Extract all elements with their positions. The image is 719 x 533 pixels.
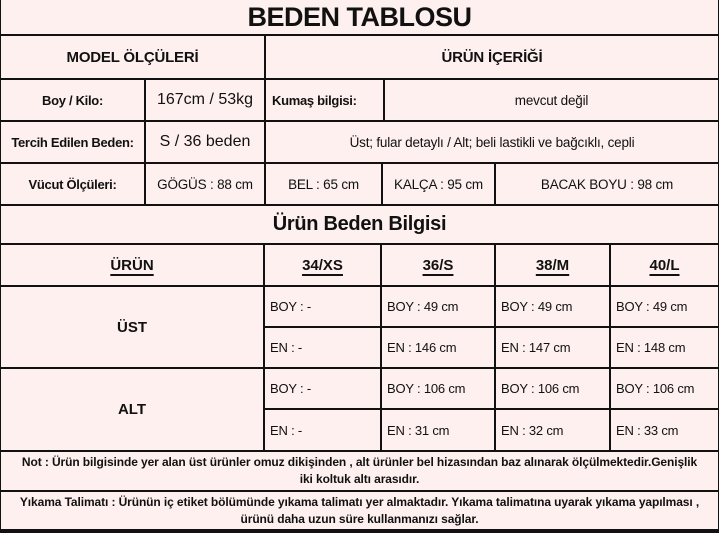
measurement-note: Not : Ürün bilgisinde yer alan üst ürünler omuz dikişinden , alt ürünler bel hizasından baz alınarak ölçülmektedir.Genişlik iki koltuk altı arasıdır. bbox=[1, 450, 718, 490]
ust-boy-36s: BOY : 49 cm bbox=[380, 287, 494, 326]
ust-en-40l: EN : 148 cm bbox=[609, 326, 718, 367]
alt-boy-36s: BOY : 106 cm bbox=[380, 367, 494, 408]
vucut-olculeri-label: Vücut Ölçüleri: bbox=[28, 176, 117, 192]
tercih-edilen-beden-row bbox=[1, 120, 718, 162]
urun-column-header: ÜRÜN bbox=[110, 256, 154, 274]
alt-en-34xs: EN : - bbox=[263, 408, 380, 450]
alt-product-label: ALT bbox=[1, 367, 263, 450]
size-34xs-header: 34/XS bbox=[263, 245, 380, 285]
model-table-header-row bbox=[1, 34, 718, 78]
urun-beden-bilgisi-title: Ürün Beden Bilgisi bbox=[1, 204, 718, 243]
urun-detay-value: Üst; fular detaylı / Alt; beli lastikli ve bağcıklı, cepli bbox=[264, 122, 718, 162]
urun-icerigi-header: ÜRÜN İÇERİĞİ bbox=[264, 36, 718, 78]
kumas-bilgisi-label: Kumaş bilgisi: bbox=[264, 80, 383, 120]
model-olculeri-header: MODEL ÖLÇÜLERİ bbox=[66, 48, 199, 66]
page-title: BEDEN TABLOSU bbox=[247, 1, 472, 32]
alt-en-36s: EN : 31 cm bbox=[380, 408, 494, 450]
ust-boy-34xs: BOY : - bbox=[263, 287, 380, 326]
alt-boy-34xs: BOY : - bbox=[263, 367, 380, 408]
size-36s-header: 36/S bbox=[380, 245, 494, 285]
size-40l-header: 40/L bbox=[609, 245, 718, 285]
alt-en-38m: EN : 32 cm bbox=[494, 408, 609, 450]
tercih-edilen-beden-label: Tercih Edilen Beden: bbox=[11, 134, 134, 150]
alt-en-40l: EN : 33 cm bbox=[609, 408, 718, 450]
alt-boy-38m: BOY : 106 cm bbox=[494, 367, 609, 408]
tercih-edilen-beden-value: S / 36 beden bbox=[144, 122, 264, 162]
ust-boy-40l: BOY : 49 cm bbox=[609, 287, 718, 326]
ust-boy-38m: BOY : 49 cm bbox=[494, 287, 609, 326]
ust-en-34xs: EN : - bbox=[263, 326, 380, 367]
ust-en-36s: EN : 146 cm bbox=[380, 326, 494, 367]
ust-en-38m: EN : 147 cm bbox=[494, 326, 609, 367]
ust-product-label: ÜST bbox=[117, 318, 147, 336]
kalca-value: KALÇA : 95 cm bbox=[381, 164, 494, 204]
bacak-boyu-value: BACAK BOYU : 98 cm bbox=[494, 164, 718, 204]
boy-kilo-value: 167cm / 53kg bbox=[144, 80, 264, 120]
boy-kilo-row bbox=[1, 78, 718, 120]
size-38m-header: 38/M bbox=[494, 245, 609, 285]
kumas-bilgisi-value: mevcut değil bbox=[383, 80, 718, 120]
vucut-olculeri-row bbox=[1, 162, 718, 204]
washing-instructions-note: Yıkama Talimatı : Ürünün iç etiket bölümünde yıkama talimatı yer almaktadır. Yıkama talimatına uyarak yıkama yapılması , ürünü daha uzun süre kullanmanızı sağlar. bbox=[1, 490, 718, 529]
gogus-value: GÖGÜS : 88 cm bbox=[144, 164, 264, 204]
boy-kilo-label: Boy / Kilo: bbox=[42, 92, 103, 108]
alt-boy-40l: BOY : 106 cm bbox=[609, 367, 718, 408]
size-table-body bbox=[1, 285, 718, 450]
size-table-header-row bbox=[1, 243, 718, 285]
bel-value: BEL : 65 cm bbox=[264, 164, 381, 204]
